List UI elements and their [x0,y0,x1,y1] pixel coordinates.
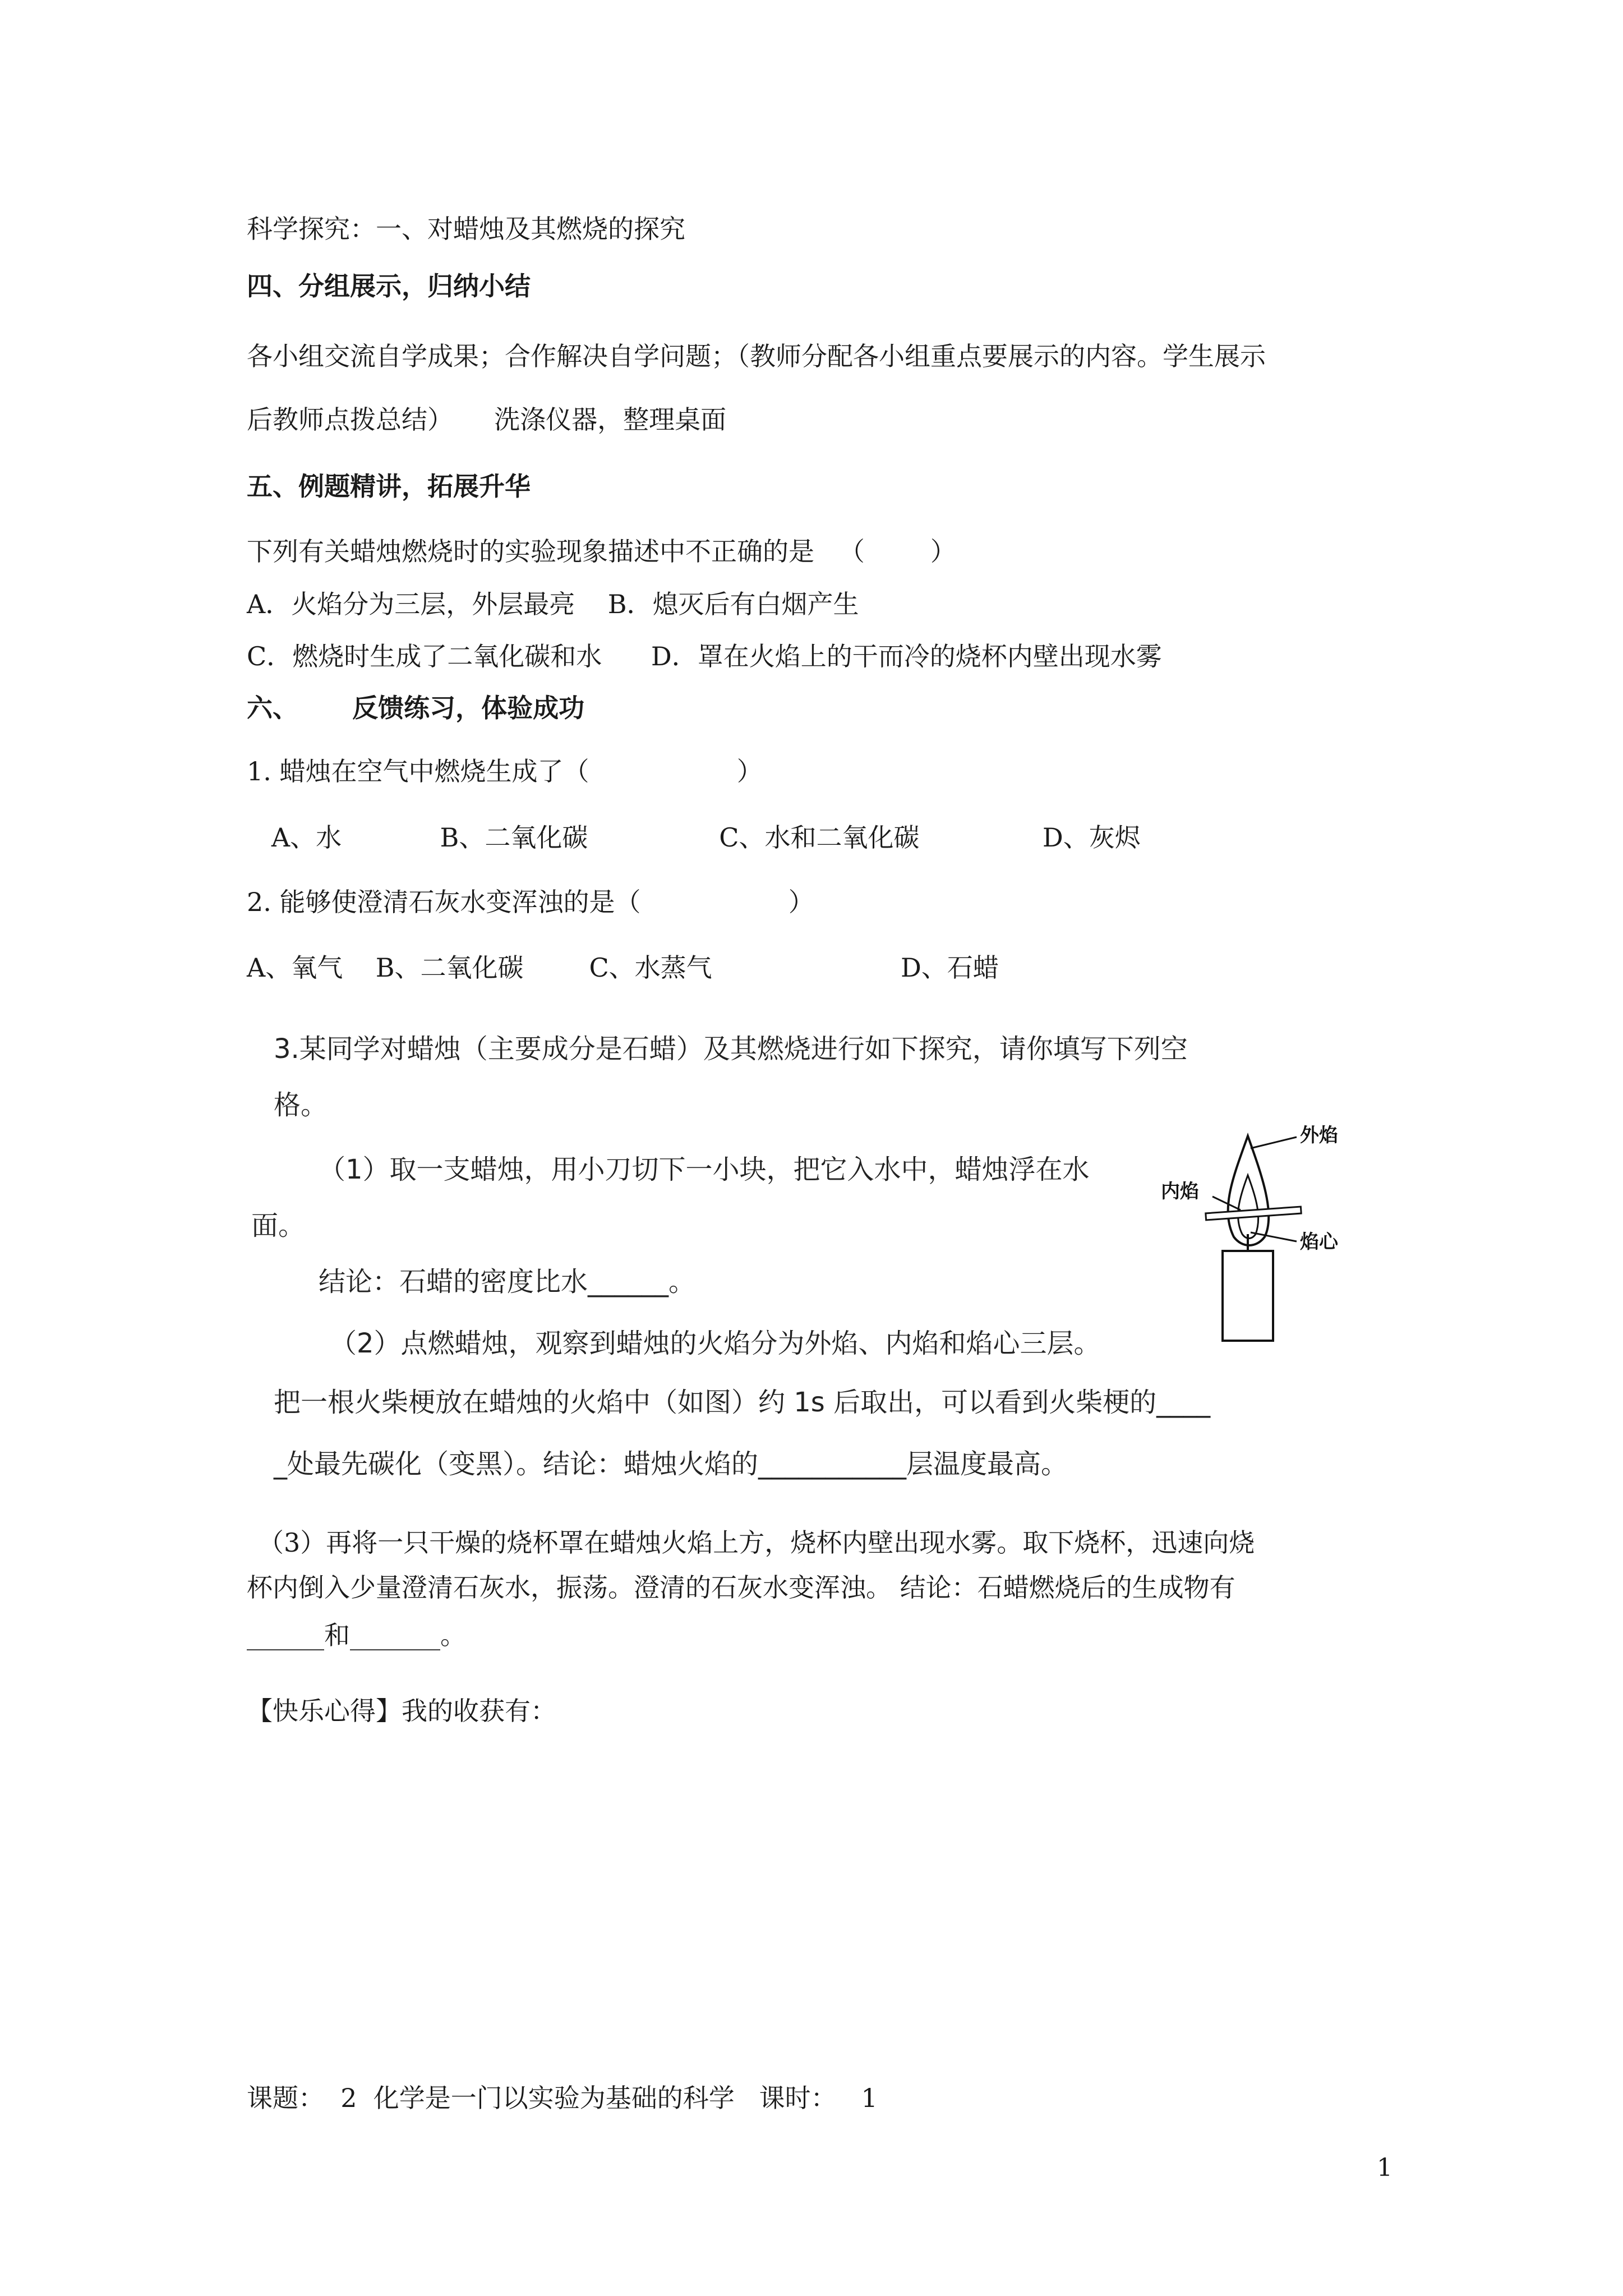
question-3-stem-cont: 格。 [274,1089,328,1121]
question-1-options: A、水 B、二氧化碳 C、水和二氧化碳 D、灰烬 [247,822,1141,853]
question-3-part-3-cont: 杯内倒入少量澄清石灰水，振荡。澄清的石灰水变浑浊。 结论：石蜡燃烧后的生成物有 [247,1572,1235,1603]
candle-flame-svg [1150,1114,1374,1349]
lesson-title-line: 课题： 2 化学是一门以实验为基础的科学 课时： 1 [247,2083,878,2113]
section-heading-5: 五、例题精讲，拓展升华 [247,471,531,501]
inner-flame-leader [1212,1197,1241,1210]
question-3-conclusion-2: _处最先碳化（变黑）。结论：蜡烛火焰的___________层温度最高。 [274,1448,1068,1480]
question-3-part-2-cont: 把一根火柴梗放在蜡烛的火焰中（如图）约 1s 后取出，可以看到火柴梗的____ [274,1387,1211,1418]
question-3-part-1: （1）取一支蜡烛，用小刀切下一小块，把它入水中，蜡烛浮在水 [319,1154,1090,1185]
matchstick [1206,1207,1301,1220]
paragraph-line: 后教师点拨总结） 洗涤仪器，整理桌面 [247,404,727,435]
flame-core-label: 焰心 [1300,1231,1338,1253]
example-options-cd: C．燃烧时生成了二氧化碳和水 D．罩在火焰上的干而冷的烧杯内壁出现水雾 [247,641,1162,671]
example-options-ab: A．火焰分为三层，外层最亮 B．熄灭后有白烟产生 [247,589,859,619]
question-1: 1. 蜡烛在空气中燃烧生成了（ ） [247,756,763,786]
question-2: 2. 能够使澄清石灰水变浑浊的是（ ） [247,887,814,917]
inner-flame-label: 内焰 [1161,1180,1199,1203]
question-3-part-3-blanks: ______和_______。 [247,1620,466,1650]
section-heading-inquiry: 科学探究：一、对蜡烛及其燃烧的探究 [247,214,685,244]
section-heading-6: 六、 反馈练习，体验成功 [247,693,585,723]
question-3-part-1-cont: 面。 [251,1210,306,1241]
inner-flame-shape [1238,1175,1258,1239]
paragraph-line: 各小组交流自学成果；合作解决自学问题；（教师分配各小组重点要展示的内容。学生展示 [247,341,1266,371]
page-number: 1 [1377,2154,1393,2182]
question-3-part-3: （3）再将一只干燥的烧杯罩在蜡烛火焰上方，烧杯内壁出现水雾。取下烧杯，迅速向烧 [258,1527,1255,1558]
candle-body [1223,1251,1273,1341]
question-3-stem: 3.某同学对蜡烛（主要成分是石蜡）及其燃烧进行如下探究，请你填写下列空 [274,1033,1188,1065]
outer-flame-label: 外焰 [1300,1124,1338,1147]
question-2-options: A、氧气 B、二氧化碳 C、水蒸气 D、石蜡 [247,953,999,983]
section-heading-4: 四、分组展示，归纳小结 [247,271,531,301]
question-3-part-2: （2）点燃蜡烛，观察到蜡烛的火焰分为外焰、内焰和焰心三层。 [330,1328,1101,1359]
question-3-conclusion-1: 结论：石蜡的密度比水______。 [319,1266,696,1297]
outer-flame-shape [1228,1136,1269,1245]
flame-core-leader [1251,1232,1297,1241]
reflection-heading: 【快乐心得】我的收获有： [247,1696,556,1726]
example-question: 下列有关蜡烛燃烧时的实验现象描述中不正确的是 （ ） [247,536,956,567]
candle-flame-diagram [1150,1114,1374,1349]
outer-flame-leader [1251,1137,1297,1148]
